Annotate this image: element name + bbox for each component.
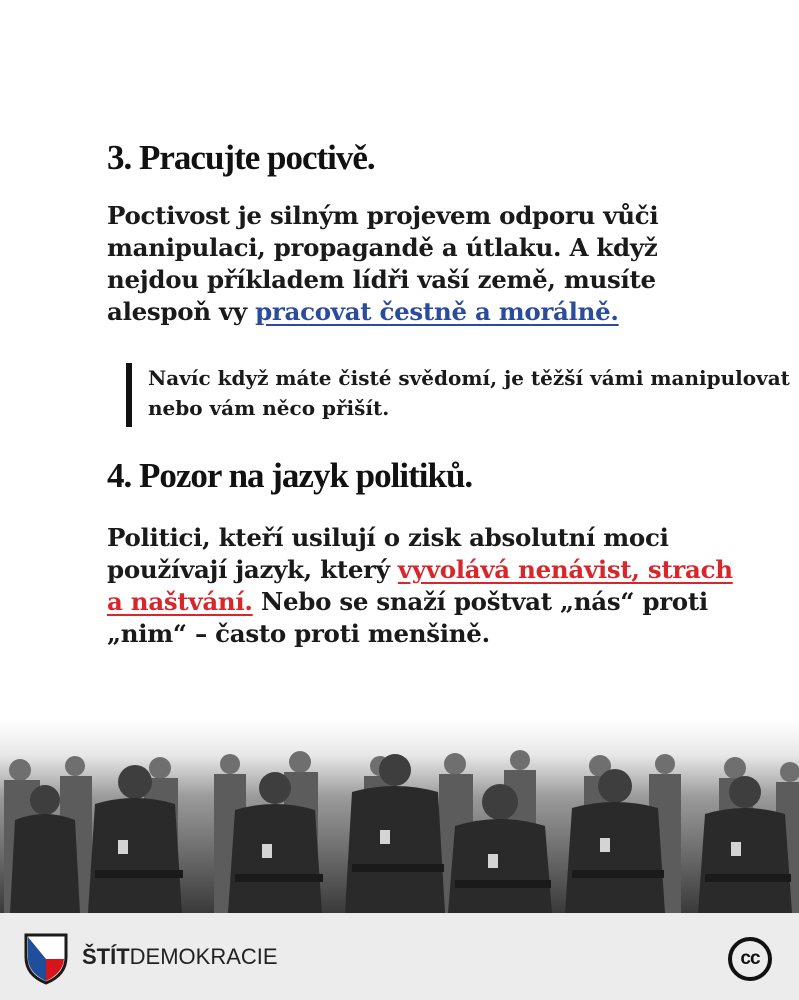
honest-work-link[interactable]: pracovat čestně a morálně.	[255, 297, 619, 326]
brand-regular: DEMOKRACIE	[129, 944, 278, 969]
quote-text: Navíc když máte čisté svědomí, je těžší vámi manipulovat nebo vám něco přišít.	[148, 366, 790, 420]
crowd-illustration	[0, 720, 799, 913]
section-3-paragraph	[107, 200, 747, 328]
section-4	[107, 456, 747, 650]
hate-fear-anger-highlight: vyvolává nenávist, strach a naštvání.	[107, 555, 733, 616]
footer	[0, 913, 799, 1000]
section-4-heading: 4. Pozor na jazyk politiků.	[107, 456, 473, 495]
brand-bold: ŠTÍT	[82, 944, 130, 969]
section-4-text: Politici, kteří usilují o zisk absolutní moci používají jazyk, který	[107, 523, 669, 584]
marching-crowd-photo	[0, 720, 799, 913]
section-4-paragraph	[107, 522, 747, 650]
shield-flag-icon	[23, 931, 69, 985]
quote-block	[126, 363, 799, 427]
section-4-text-end: Nebo se snaží poštvat „nás“ proti „nim“ – často proti menšině.	[107, 587, 708, 648]
article-content	[107, 138, 747, 328]
section-3-text: Poctivost je silným projevem odporu vůči manipulaci, propagandě a útlaku. A když nejdou příkladem lídři vaší země, musíte alespoň vy	[107, 201, 659, 326]
section-3-heading: 3. Pracujte poctivě.	[107, 138, 375, 177]
creative-commons-icon: cc	[728, 937, 772, 981]
brand-logo[interactable]	[82, 944, 278, 970]
